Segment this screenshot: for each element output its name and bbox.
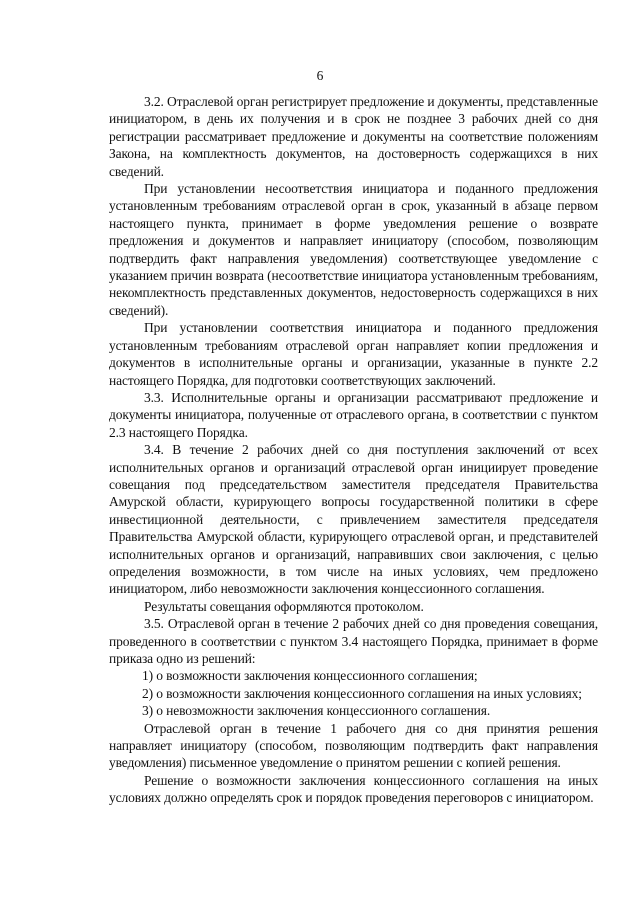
paragraph-notification: Отраслевой орган в течение 1 рабочего дня со дня принятия решения направляет инициатору (способом, позволяющим подтвердить факт направления уведомления) письменное уведомление о принятом решении с копией решения. (109, 720, 598, 771)
page-number: 6 (316, 68, 324, 83)
paragraph-3-2: 3.2. Отраслевой орган регистрирует предложение и документы, представленные инициатором, в день их получения и в срок не позднее 3 рабочих дней со дня регистрации рассматривает предложение и документы на соответствие положениям Закона, на комплектность документов, на достоверность содержащихся в них сведений. (109, 94, 598, 179)
decision-option-3: 3) о невозможности заключения концессионного соглашения. (142, 703, 491, 719)
paragraph-meeting-results: Результаты совещания оформляются протоколом. (144, 598, 424, 614)
decision-option-1: 1) о возможности заключения концессионного соглашения; (142, 668, 478, 684)
decision-option-2: 2) о возможности заключения концессионного соглашения на иных условиях; (142, 685, 582, 701)
paragraph-conformity: При установлении соответствия инициатора и поданного предложения установленным требованиям отраслевой орган направляет копии предложения и документов в исполнительные органы и организации, указанные в пункте 2.2 настоящего Порядка, для подготовки соответствующих заключений. (109, 320, 598, 388)
paragraph-3-3: 3.3. Исполнительные органы и организации рассматривают предложение и документы инициатора, полученные от отраслевого органа, в соответствии с пунктом 2.3 настоящего Порядка. (109, 389, 598, 440)
document-body (109, 93, 598, 807)
paragraph-3-4: 3.4. В течение 2 рабочих дней со дня поступления заключений от всех исполнительных органов и организаций отраслевой орган инициирует проведение совещания под председательством заместителя председателя Правительства Амурской области, курирующего вопросы государственной политики в сфере инвестиционной деятельности, с привлечением заместителя председателя Правительства Амурской области, курирующего отраслевой орган, и представителей исполнительных органов и организаций, направивших свои заключения, с целью определения возможности, в том числе на иных условиях, чем предложено инициатором, либо невозможности заключения концессионного соглашения. (109, 442, 598, 597)
paragraph-3-5: 3.5. Отраслевой орган в течение 2 рабочих дней со дня проведения совещания, проведенного в соответствии с пунктом 3.4 настоящего Порядка, принимает в форме приказа одно из решений: (109, 616, 598, 666)
paragraph-negotiations: Решение о возможности заключения концессионного соглашения на иных условиях должно определять срок и порядок проведения переговоров с инициатором. (109, 772, 598, 806)
paragraph-nonconformity: При установлении несоответствия инициатора и поданного предложения установленным требованиям отраслевой орган в срок, указанный в абзаце первом настоящего пункта, принимает в форме уведомления решение о возврате предложения и документов и направляет инициатору (способом, позволяющим подтвердить факт направления уведомления) соответствующее уведомление с указанием причин возврата (несоответствие инициатора установленным требованиям, некомплектность представленных документов, недостоверность содержащихся в них сведений). (109, 181, 598, 318)
